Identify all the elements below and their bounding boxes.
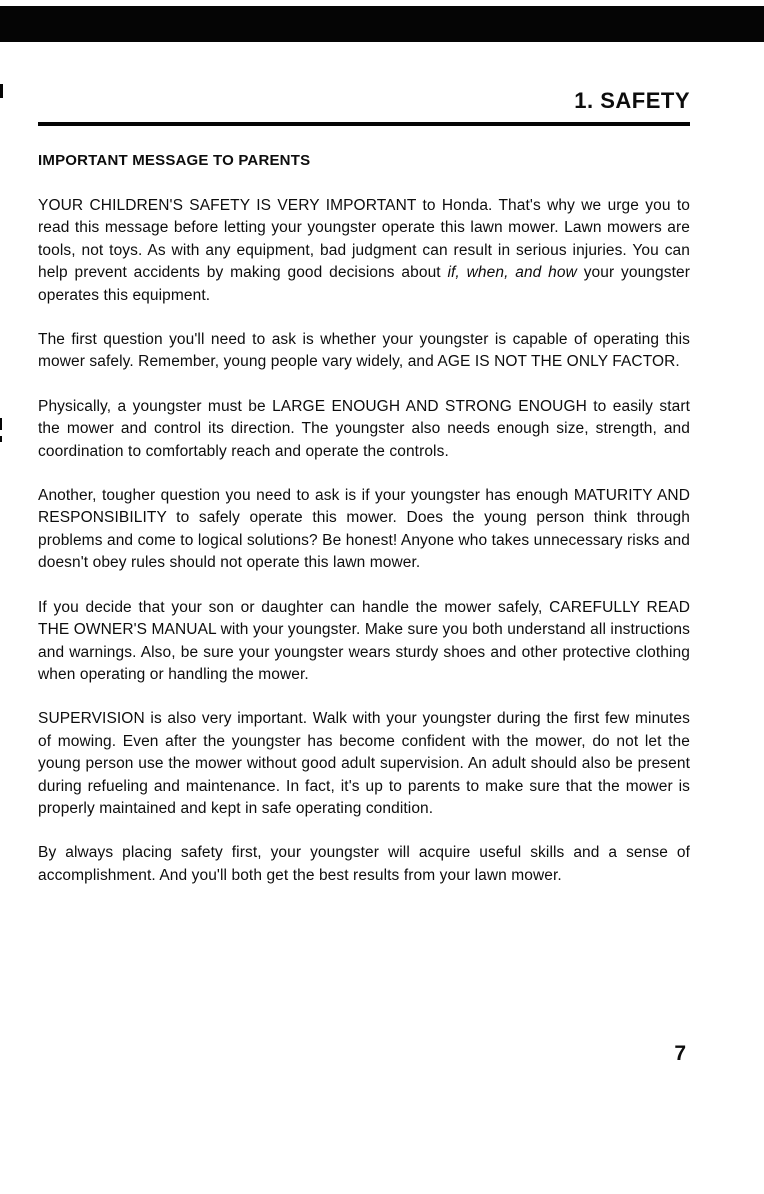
paragraph-safety-first: By always placing safety first, your youngster will acquire useful skills and a sense of accomplishment. And you'll both get the best results from your lawn mower. [38,844,690,884]
header-rule [38,122,690,126]
paragraph-parents-message [38,195,690,307]
scan-artifact [0,436,2,442]
paragraph-supervision: SUPERVISION is also very important. Walk with your youngster during the first few minutes of mowing. Even after the youngster has become confident with the mower, do not let the young person use the mower without good adult supervision. An adult should also be present during refueling and maintenance. In fact, it's up to parents to make sure that the mower is properly maintained and kept in safe operating condition. [38,710,690,817]
paragraph-read-manual: If you decide that your son or daughter can handle the mower safely, CAREFULLY READ THE OWNER'S MANUAL with your youngster. Make sure you both understand all instructions and warnings. Also, be sure your youngster wears sturdy shoes and other protective clothing when operating or handling the mower. [38,598,690,683]
paragraph-maturity: Another, tougher question you need to ask is if your youngster has enough MATURITY AND RESPONSIBILITY to safely operate this mower. Does the young person think through problems and come to logical solutions? Be honest! Anyone who takes unnecessary risks and doesn't obey rules should not operate this lawn mower. [38,487,690,572]
chapter-title: 1. SAFETY [574,88,690,113]
paragraph-physically: Physically, a youngster must be LARGE ENOUGH AND STRONG ENOUGH to easily start the mower and control its direction. The youngster also needs enough size, strength, and coordination to comfortably reach and operate the controls. [38,397,690,460]
top-black-bar [0,6,764,42]
paragraph-first-question: The first question you'll need to ask is whether your youngster is capable of operating this mower safely. Remember, young people vary widely, and AGE IS NOT THE ONLY FACTOR. [38,331,690,371]
paragraph-text: YOUR CHILDREN'S SAFETY IS VERY IMPORTANT to Honda. That's why we urge you to read this message before letting your youngster operate this lawn mower. Lawn mowers are tools, not toys. As with any equipment, bad judgment can result in serious injuries. You can help prevent accidents by making good decisions about [38,197,690,282]
page-content [38,88,690,909]
paragraph-italic-text: if, when, and how [447,264,577,282]
scan-artifact [0,84,3,98]
section-heading: IMPORTANT MESSAGE TO PARENTS [38,152,311,169]
scan-artifact [0,418,2,430]
paragraph-text: your youngster operates this equipment. [38,264,690,304]
page-number: 7 [674,1042,686,1065]
